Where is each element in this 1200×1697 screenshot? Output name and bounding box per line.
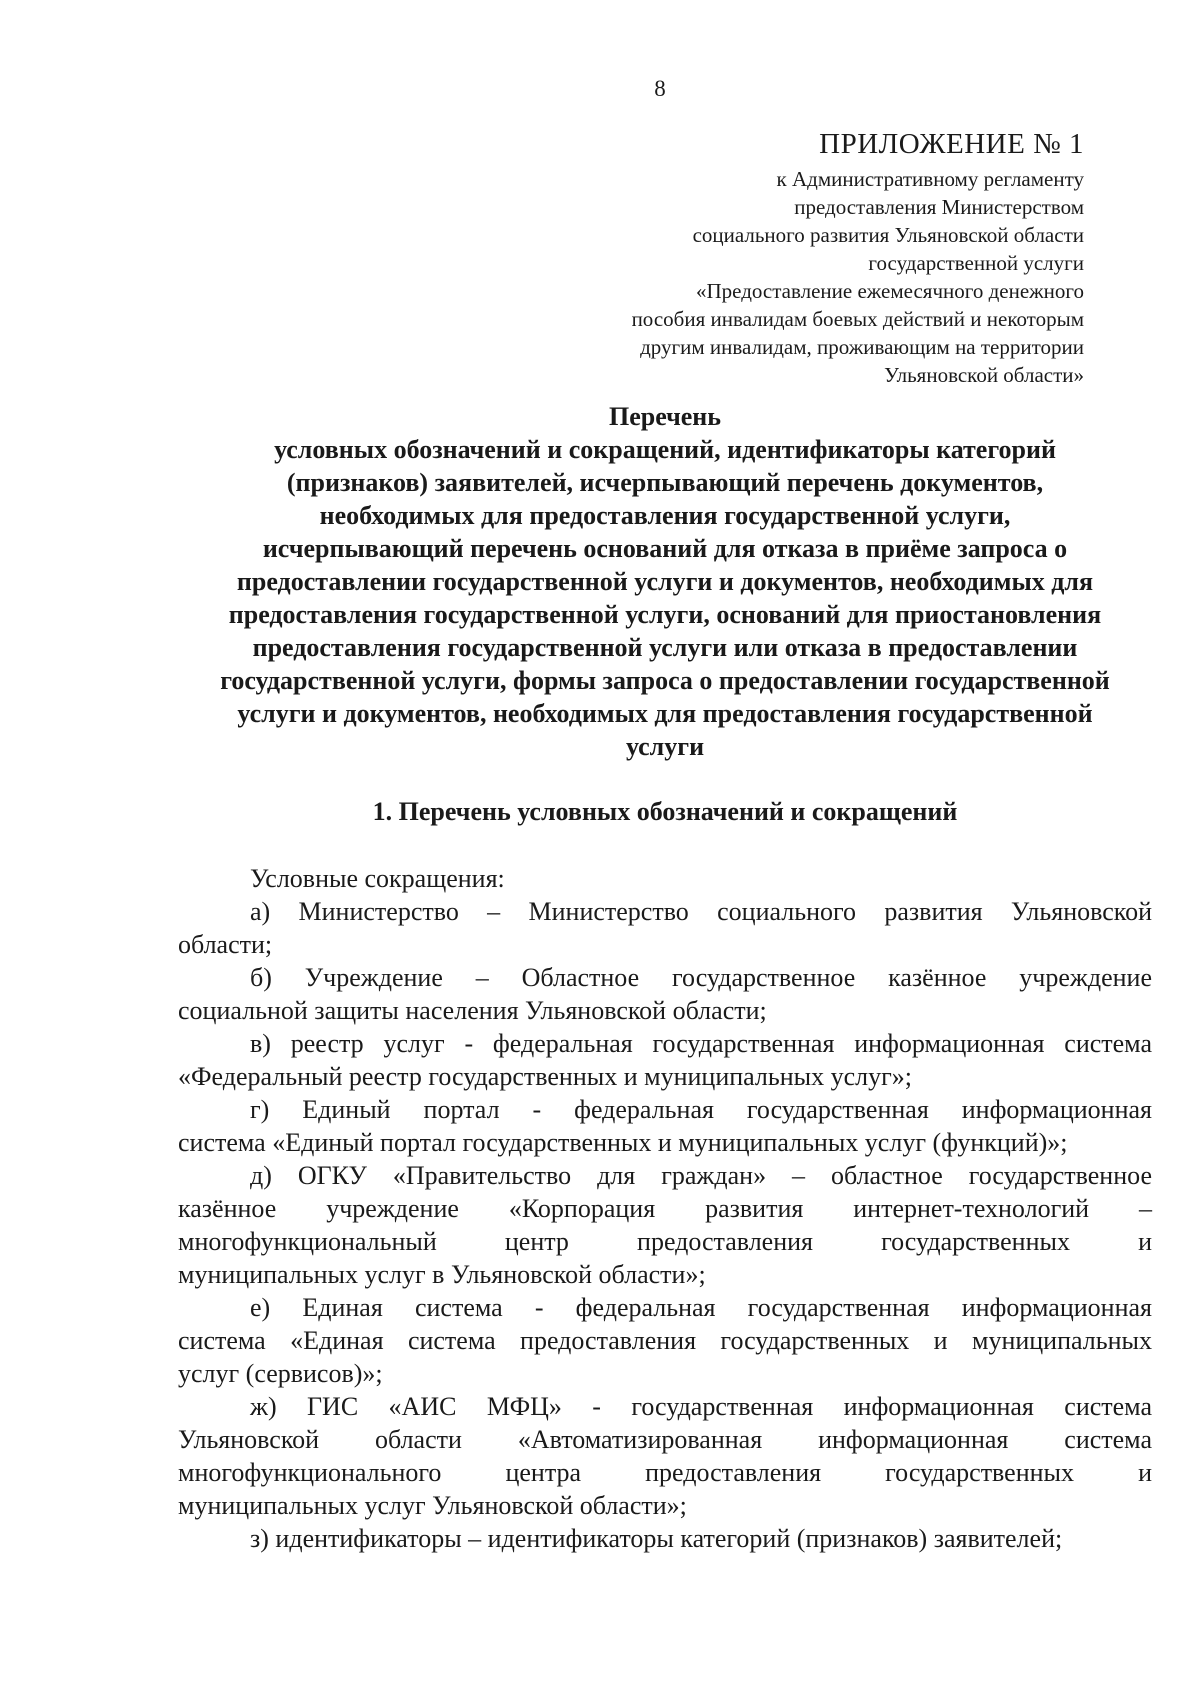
title-line: государственной услуги, формы запроса о предоставлении государственной (220, 666, 1110, 695)
body-line: система «Единый портал государственных и муниципальных услуг (функций)»; (178, 1128, 1068, 1157)
title-line: предоставления государственной услуги или отказа в предоставлении (252, 633, 1078, 662)
body-line: многофункциональный центр предоставления государственных и (178, 1227, 1152, 1256)
section-heading: 1. Перечень условных обозначений и сокращений (372, 797, 958, 826)
body-line: д) ОГКУ «Правительство для граждан» – областное государственное (250, 1161, 1152, 1190)
appendix-line: предоставления Министерством (794, 195, 1084, 219)
body-line: муниципальных услуг в Ульяновской области»; (178, 1260, 706, 1289)
body-line: з) идентификаторы – идентификаторы категорий (признаков) заявителей; (250, 1524, 1063, 1553)
body-line: в) реестр услуг - федеральная государственная информационная система (250, 1029, 1152, 1058)
title-line: (признаков) заявителей, исчерпывающий перечень документов, (286, 468, 1044, 497)
body-line: услуг (сервисов)»; (178, 1359, 383, 1388)
body-line: а) Министерство – Министерство социального развития Ульяновской (250, 897, 1152, 926)
appendix-line: пособия инвалидам боевых действий и некоторым (631, 307, 1084, 331)
body-line: система «Единая система предоставления государственных и муниципальных (178, 1326, 1152, 1355)
title-line: услуги (625, 732, 705, 761)
body-line: ж) ГИС «АИС МФЦ» - государственная информационная система (250, 1392, 1152, 1421)
body-line: Ульяновской области «Автоматизированная информационная система (178, 1425, 1152, 1454)
abbreviations-list (178, 862, 1152, 1555)
body-line: е) Единая система - федеральная государственная информационная (250, 1293, 1152, 1322)
body-line: Условные сокращения: (250, 864, 505, 893)
body-line: области; (178, 930, 273, 959)
appendix-line: другим инвалидам, проживающим на территории (640, 335, 1084, 359)
title-line: услуги и документов, необходимых для предоставления государственной (237, 699, 1093, 728)
document-title (170, 400, 1160, 763)
title-line: условных обозначений и сокращений, идентификаторы категорий (274, 435, 1056, 464)
body-line: казённое учреждение «Корпорация развития интернет-технологий – (178, 1194, 1152, 1223)
body-line: «Федеральный реестр государственных и муниципальных услуг»; (178, 1062, 913, 1091)
title-line: предоставления государственной услуги, оснований для приостановления (228, 600, 1102, 629)
page-number: 8 (654, 76, 666, 101)
body-line: г) Единый портал - федеральная государственная информационная (250, 1095, 1152, 1124)
appendix-reference (632, 165, 1084, 389)
body-line: б) Учреждение – Областное государственное казённое учреждение (250, 963, 1152, 992)
appendix-title: ПРИЛОЖЕНИЕ № 1 (819, 128, 1084, 160)
body-line: муниципальных услуг Ульяновской области»; (178, 1491, 687, 1520)
body-line: многофункционального центра предоставления государственных и (178, 1458, 1152, 1487)
appendix-line: социального развития Ульяновской области (692, 223, 1084, 247)
appendix-line: к Административному регламенту (776, 167, 1084, 191)
appendix-line: «Предоставление ежемесячного денежного (695, 279, 1084, 303)
title-line: предоставлении государственной услуги и документов, необходимых для (236, 567, 1094, 596)
title-line: необходимых для предоставления государственной услуги, (319, 501, 1011, 530)
title-line: исчерпывающий перечень оснований для отказа в приёме запроса о (262, 534, 1068, 563)
title-line: Перечень (608, 402, 722, 431)
appendix-line: Ульяновской области» (884, 363, 1084, 387)
body-line: социальной защиты населения Ульяновской области; (178, 996, 767, 1025)
appendix-line: государственной услуги (868, 251, 1084, 275)
